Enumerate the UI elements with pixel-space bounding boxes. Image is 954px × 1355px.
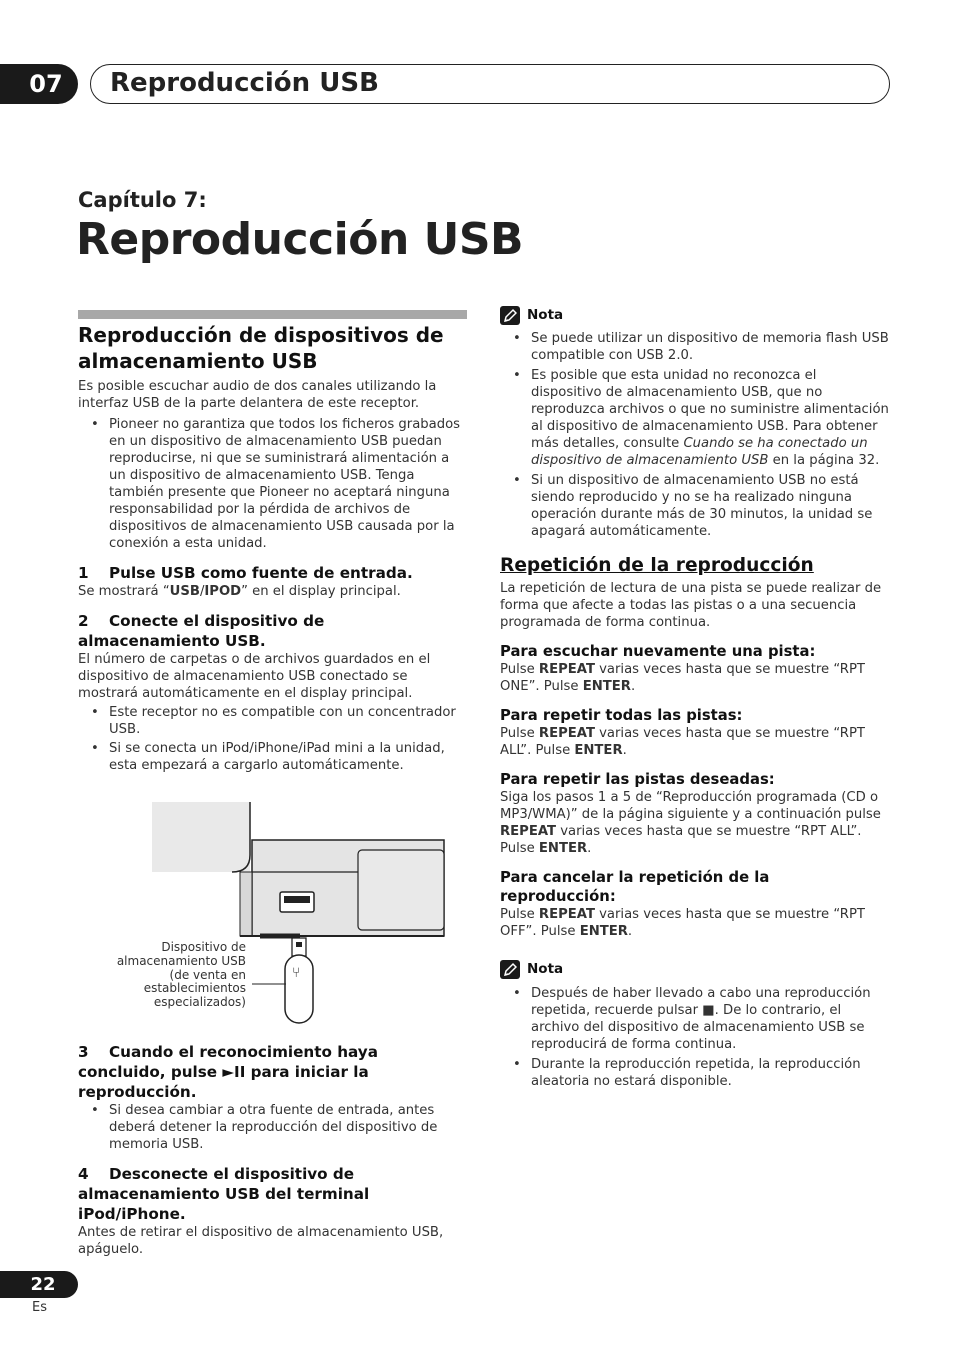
step-number: 1 — [78, 564, 89, 582]
stop-symbol: ■ — [702, 1003, 715, 1018]
chapter-label: Capítulo 7: — [78, 188, 207, 212]
list-item: • Si un dispositivo de almacenamiento USB no está siendo reproducido y no se ha realizado ninguna operación durante más de 30 minutos, la unidad se apagará automáticamente. — [500, 472, 890, 540]
chapter-number-badge: 07 — [0, 64, 78, 104]
right-column — [500, 306, 890, 1090]
list-item: • Este receptor no es compatible con un concentrador USB. — [78, 704, 470, 738]
note-1-heading: Nota — [500, 306, 890, 325]
step-2-bullet-list — [78, 704, 470, 774]
step-4-text: Antes de retirar el dispositivo de almacenamiento USB, apáguelo. — [78, 1225, 444, 1257]
repeat-desired-heading: Para repetir las pistas deseadas: — [500, 771, 775, 788]
step-4-heading — [78, 1164, 470, 1224]
step-number: 4 — [78, 1165, 89, 1183]
play-pause-symbol: ►II — [222, 1063, 246, 1081]
pencil-note-icon — [500, 960, 520, 979]
svg-text:⑂: ⑂ — [292, 965, 301, 981]
left-column-top — [78, 322, 470, 774]
page-number: 22 — [0, 1271, 78, 1298]
list-item: • Si se conecta un iPod/iPhone/iPad mini a la unidad, esta empezará a cargarlo automáticamente. — [78, 740, 470, 774]
step-number: 3 — [78, 1043, 89, 1061]
list-item: • Después de haber llevado a cabo una reproducción repetida, recuerde pulsar ■. De lo contrario, el archivo del dispositivo de almacenamiento USB se reproducirá de forma continua. — [500, 985, 890, 1053]
repeat-all-heading: Para repetir todas las pistas: — [500, 707, 743, 724]
step-title: Desconecte el dispositivo de almacenamiento USB del terminal iPod/iPhone. — [78, 1165, 370, 1223]
figure-caption: Dispositivo de almacenamiento USB (de venta en establecimientos especializados) — [116, 940, 246, 1010]
note-2-heading: Nota — [500, 960, 890, 979]
language-code: Es — [32, 1300, 47, 1315]
list-item: • Se puede utilizar un dispositivo de memoria flash USB compatible con USB 2.0. — [500, 330, 890, 364]
repeat-all-text: Pulse REPEAT varias veces hasta que se muestre “RPT ALL”. Pulse ENTER. — [500, 726, 865, 758]
step-2-heading — [78, 611, 470, 651]
intro-bullet-list — [78, 416, 470, 552]
repeat-one-heading: Para escuchar nuevamente una pista: — [500, 643, 816, 660]
section-heading-repeat: Repetición de la reproducción — [500, 555, 814, 576]
pencil-note-icon — [500, 306, 520, 325]
step-1-text: Se mostrará “USB/IPOD” en el display principal. — [78, 584, 401, 599]
chapter-title: Reproducción USB — [76, 214, 524, 265]
repeat-desired-text: Siga los pasos 1 a 5 de “Reproducción programada (CD o MP3/WMA)” de la página siguiente y a continuación pulse REPEAT varias veces hasta que se muestre “RPT ALL”. Pulse ENTER. — [500, 790, 881, 856]
left-column-bottom — [78, 1042, 470, 1258]
step-number: 2 — [78, 612, 89, 630]
list-item: • Pioneer no garantiza que todos los ficheros grabados en un dispositivo de almacenamiento USB puedan reproducirse, ni que se suministrará alimentación a un dispositivo de almacenamiento USB. Tenga también presente que Pioneer no aceptará ninguna responsabilidad por la pérdida de archivos de dispositivos de almacenamiento USB causada por la conexión a esta unidad. — [78, 416, 470, 552]
repeat-cancel-text: Pulse REPEAT varias veces hasta que se muestre “RPT OFF”. Pulse ENTER. — [500, 907, 865, 939]
step-2-text: El número de carpetas o de archivos guardados en el dispositivo de almacenamiento USB conectado se mostrará automáticamente en el display principal. — [78, 652, 431, 701]
step-title: Pulse USB como fuente de entrada. — [109, 564, 413, 582]
note-1-bullet-list — [500, 330, 890, 540]
repeat-cancel-heading: Para cancelar la repetición de la reproducción: — [500, 869, 770, 905]
section-divider-bar — [78, 310, 467, 319]
list-item: • Es posible que esta unidad no reconozca el dispositivo de almacenamiento USB, que no reproduzca archivos o que no suministre alimentación al dispositivo de almacenamiento USB. Para obtener más detalles, consulte Cuando se ha conectado un dispositivo de almacenamiento USB en la página 32. — [500, 367, 890, 469]
section-heading-usb-playback: Reproducción de dispositivos de almacenamiento USB — [78, 323, 444, 373]
list-item: • Durante la reproducción repetida, la reproducción aleatoria no estará disponible. — [500, 1056, 890, 1090]
step-3-bullet-list — [78, 1102, 470, 1153]
repeat-one-text: Pulse REPEAT varias veces hasta que se muestre “RPT ONE”. Pulse ENTER. — [500, 662, 865, 694]
repeat-intro: La repetición de lectura de una pista se puede realizar de forma que afecte a todas las pistas o a una secuencia programada de forma continua. — [500, 581, 882, 630]
step-3-heading: 3 Cuando el reconocimiento haya concluido, pulse ►II para iniciar la reproducción. — [78, 1043, 378, 1101]
list-item: • Si desea cambiar a otra fuente de entrada, antes deberá detener la reproducción del dispositivo de memoria USB. — [78, 1102, 470, 1153]
intro-paragraph: Es posible escuchar audio de dos canales utilizando la interfaz USB de la parte delantera de este receptor. — [78, 379, 437, 411]
step-title: Conecte el dispositivo de almacenamiento USB. — [78, 612, 325, 650]
step-1-heading — [78, 563, 470, 583]
note-2-bullet-list — [500, 985, 890, 1090]
header-title: Reproducción USB — [110, 68, 379, 98]
